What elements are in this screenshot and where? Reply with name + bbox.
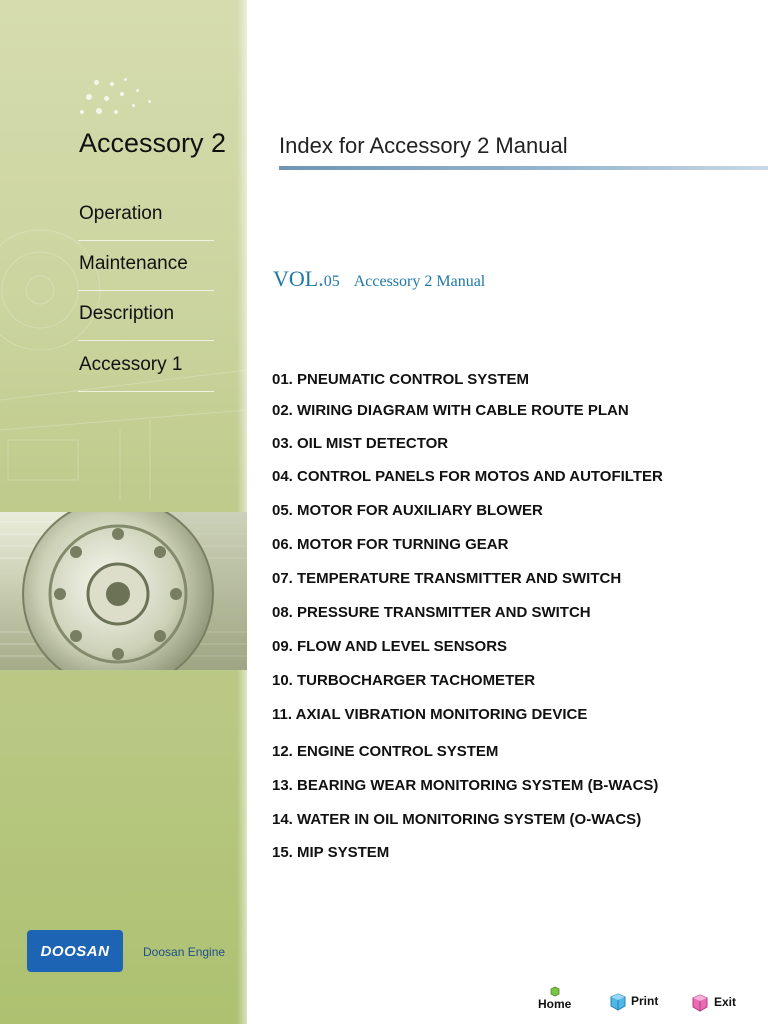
- decorative-dots: [80, 80, 180, 130]
- toc-link-01[interactable]: 01. PNEUMATIC CONTROL SYSTEM: [272, 371, 529, 388]
- print-label: Print: [631, 994, 659, 1008]
- section-title: Accessory 2: [79, 128, 227, 158]
- home-button[interactable]: [536, 986, 580, 1014]
- nav-item-description[interactable]: [78, 291, 214, 341]
- engine-photo-graphic: [0, 512, 247, 670]
- volume-name: Accessory 2 Manual: [353, 273, 486, 290]
- nav-item-accessory-1[interactable]: [78, 342, 214, 392]
- exit-icon: [690, 993, 710, 1013]
- page-title: Index for Accessory 2 Manual: [279, 133, 568, 158]
- logo-text: DOOSAN: [40, 943, 110, 960]
- toc-link-07[interactable]: 07. TEMPERATURE TRANSMITTER AND SWITCH: [272, 570, 622, 587]
- nav-item-label: Description: [79, 303, 175, 324]
- volume-prefix: VOL.: [273, 266, 324, 291]
- print-button[interactable]: [608, 992, 664, 1014]
- toc-link-14[interactable]: 14. WATER IN OIL MONITORING SYSTEM (O-WACS): [272, 811, 642, 828]
- company-name: Doosan Engine: [143, 945, 226, 959]
- nav-item-maintenance[interactable]: [78, 241, 214, 291]
- toc-link-11[interactable]: 11. AXIAL VIBRATION MONITORING DEVICE: [272, 706, 588, 723]
- sidebar: [0, 0, 247, 1024]
- toc-link-15[interactable]: 15. MIP SYSTEM: [272, 844, 390, 861]
- toc-link-02[interactable]: 02. WIRING DIAGRAM WITH CABLE ROUTE PLAN: [272, 402, 629, 419]
- volume-number: 05: [323, 273, 340, 290]
- nav-item-label: Operation: [79, 203, 163, 224]
- engine-photo: [0, 512, 247, 670]
- print-icon: [608, 992, 628, 1012]
- doosan-logo: [27, 930, 227, 974]
- nav-item-operation[interactable]: [78, 191, 214, 241]
- nav-divider: [78, 391, 214, 392]
- toc-link-05[interactable]: 05. MOTOR FOR AUXILIARY BLOWER: [272, 502, 543, 519]
- toc-link-09[interactable]: 09. FLOW AND LEVEL SENSORS: [272, 638, 508, 655]
- toc-link-04[interactable]: 04. CONTROL PANELS FOR MOTOS AND AUTOFILTER: [272, 468, 663, 485]
- nav-item-label: Accessory 1: [79, 354, 183, 375]
- nav-divider: [78, 340, 214, 341]
- nav-item-label: Maintenance: [79, 253, 188, 274]
- toc-link-03[interactable]: 03. OIL MIST DETECTOR: [272, 435, 449, 452]
- toc-link-06[interactable]: 06. MOTOR FOR TURNING GEAR: [272, 536, 509, 553]
- toc-link-08[interactable]: 08. PRESSURE TRANSMITTER AND SWITCH: [272, 604, 591, 621]
- exit-button[interactable]: [690, 993, 746, 1015]
- toc-link-13[interactable]: 13. BEARING WEAR MONITORING SYSTEM (B-WACS): [272, 777, 659, 794]
- exit-label: Exit: [714, 995, 737, 1009]
- title-underline: [279, 166, 768, 170]
- volume-heading: [273, 266, 485, 292]
- home-label: Home: [538, 997, 572, 1011]
- toc-link-10[interactable]: 10. TURBOCHARGER TACHOMETER: [272, 672, 536, 689]
- logo-mark: [27, 930, 123, 972]
- toc-link-12[interactable]: 12. ENGINE CONTROL SYSTEM: [272, 743, 499, 760]
